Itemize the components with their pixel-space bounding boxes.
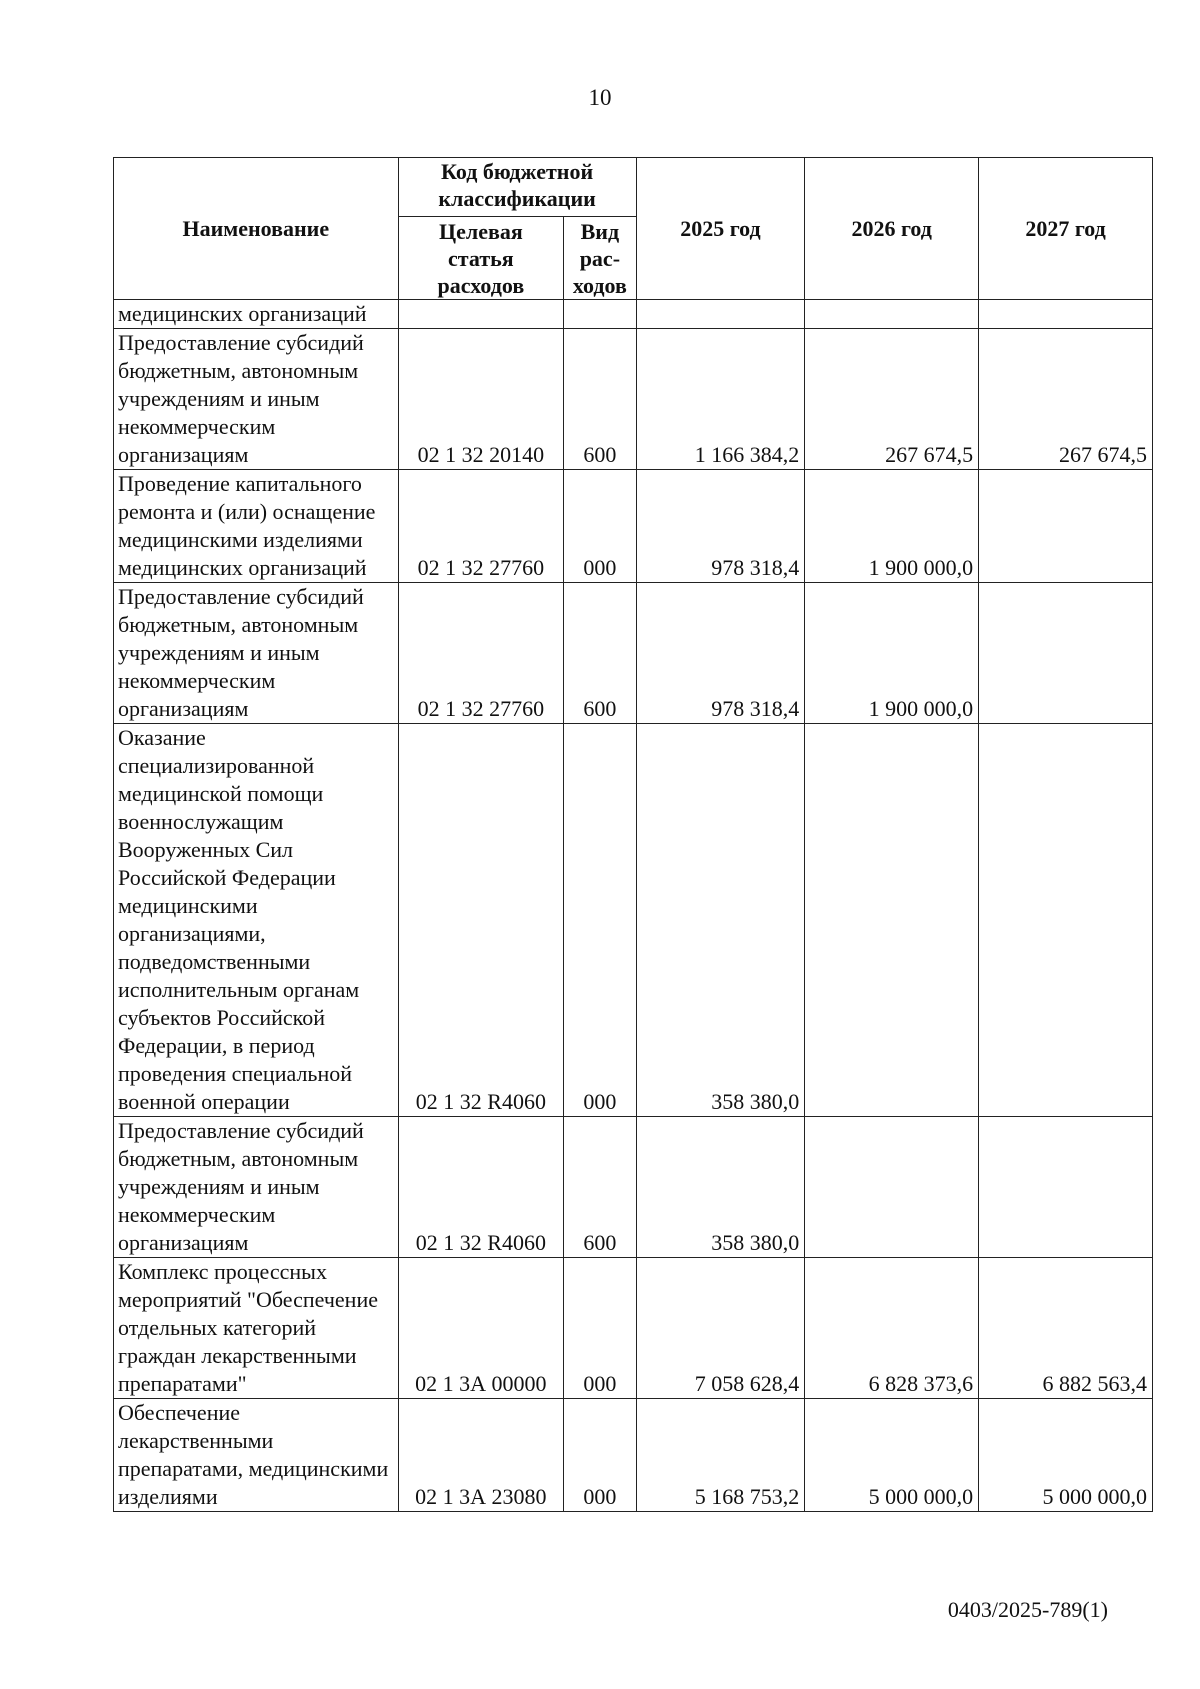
budget-table bbox=[113, 157, 1153, 1512]
row-value-2026 bbox=[805, 300, 979, 329]
row-value-2026 bbox=[805, 724, 979, 1117]
table-row bbox=[114, 1117, 1153, 1258]
row-value-2027 bbox=[979, 470, 1153, 583]
header-row-top bbox=[114, 158, 1153, 217]
table-row bbox=[114, 583, 1153, 724]
row-expense-kind: 000 bbox=[564, 1399, 636, 1512]
header-target-article: Целевая статья расходов bbox=[398, 217, 564, 300]
row-target-article: 02 1 3А 00000 bbox=[398, 1258, 564, 1399]
row-target-article: 02 1 32 27760 bbox=[398, 583, 564, 724]
table-row bbox=[114, 470, 1153, 583]
row-expense-kind: 000 bbox=[564, 1258, 636, 1399]
row-value-2025: 978 318,4 bbox=[636, 583, 805, 724]
row-expense-kind: 600 bbox=[564, 1117, 636, 1258]
row-value-2025: 5 168 753,2 bbox=[636, 1399, 805, 1512]
table-row bbox=[114, 1399, 1153, 1512]
row-value-2025: 1 166 384,2 bbox=[636, 329, 805, 470]
row-name: Комплекс процессных мероприятий "Обеспечение отдельных категорий граждан лекарственными препаратами" bbox=[114, 1258, 399, 1399]
row-name: Предоставление субсидий бюджетным, автономным учреждениям и иным некоммерческим организациям bbox=[114, 1117, 399, 1258]
row-value-2026: 267 674,5 bbox=[805, 329, 979, 470]
row-expense-kind: 600 bbox=[564, 583, 636, 724]
row-name: Проведение капитального ремонта и (или) оснащение медицинскими изделиями медицинских организаций bbox=[114, 470, 399, 583]
row-value-2026: 5 000 000,0 bbox=[805, 1399, 979, 1512]
row-value-2025: 358 380,0 bbox=[636, 1117, 805, 1258]
row-value-2025: 7 058 628,4 bbox=[636, 1258, 805, 1399]
table-row bbox=[114, 724, 1153, 1117]
row-value-2027 bbox=[979, 300, 1153, 329]
header-year-2026: 2026 год bbox=[805, 158, 979, 300]
row-expense-kind bbox=[564, 300, 636, 329]
row-value-2026: 1 900 000,0 bbox=[805, 583, 979, 724]
row-name: медицинских организаций bbox=[114, 300, 399, 329]
header-name: Наименование bbox=[114, 158, 399, 300]
row-name: Оказание специализированной медицинской помощи военнослужащим Вооруженных Сил Российской Федерации медицинскими организациями, подведомственными исполнительным органам субъектов Российской Федерации, в период проведения специальной военной операции bbox=[114, 724, 399, 1117]
row-value-2025: 978 318,4 bbox=[636, 470, 805, 583]
row-expense-kind: 000 bbox=[564, 470, 636, 583]
row-value-2025: 358 380,0 bbox=[636, 724, 805, 1117]
row-value-2027: 5 000 000,0 bbox=[979, 1399, 1153, 1512]
row-value-2026: 1 900 000,0 bbox=[805, 470, 979, 583]
row-value-2027: 267 674,5 bbox=[979, 329, 1153, 470]
row-target-article: 02 1 3А 23080 bbox=[398, 1399, 564, 1512]
table-header bbox=[114, 158, 1153, 300]
row-value-2026: 6 828 373,6 bbox=[805, 1258, 979, 1399]
row-target-article: 02 1 32 R4060 bbox=[398, 724, 564, 1117]
table-body bbox=[114, 300, 1153, 1512]
document-code: 0403/2025-789(1) bbox=[947, 1597, 1108, 1622]
table-row bbox=[114, 329, 1153, 470]
row-value-2027 bbox=[979, 724, 1153, 1117]
row-expense-kind: 600 bbox=[564, 329, 636, 470]
row-name: Предоставление субсидий бюджетным, автономным учреждениям и иным некоммерческим организациям bbox=[114, 329, 399, 470]
header-code-group: Код бюджетной классификации bbox=[398, 158, 636, 217]
row-name: Предоставление субсидий бюджетным, автономным учреждениям и иным некоммерческим организациям bbox=[114, 583, 399, 724]
row-target-article bbox=[398, 300, 564, 329]
page-number: 10 bbox=[588, 85, 612, 110]
row-value-2027 bbox=[979, 1117, 1153, 1258]
row-value-2027 bbox=[979, 583, 1153, 724]
table-row bbox=[114, 1258, 1153, 1399]
row-expense-kind: 000 bbox=[564, 724, 636, 1117]
table-row bbox=[114, 300, 1153, 329]
row-value-2027: 6 882 563,4 bbox=[979, 1258, 1153, 1399]
row-target-article: 02 1 32 R4060 bbox=[398, 1117, 564, 1258]
row-value-2025 bbox=[636, 300, 805, 329]
header-expense-kind: Вид рас-ходов bbox=[564, 217, 636, 300]
row-value-2026 bbox=[805, 1117, 979, 1258]
row-target-article: 02 1 32 27760 bbox=[398, 470, 564, 583]
header-year-2025: 2025 год bbox=[636, 158, 805, 300]
row-name: Обеспечение лекарственными препаратами, медицинскими изделиями bbox=[114, 1399, 399, 1512]
header-year-2027: 2027 год bbox=[979, 158, 1153, 300]
row-target-article: 02 1 32 20140 bbox=[398, 329, 564, 470]
